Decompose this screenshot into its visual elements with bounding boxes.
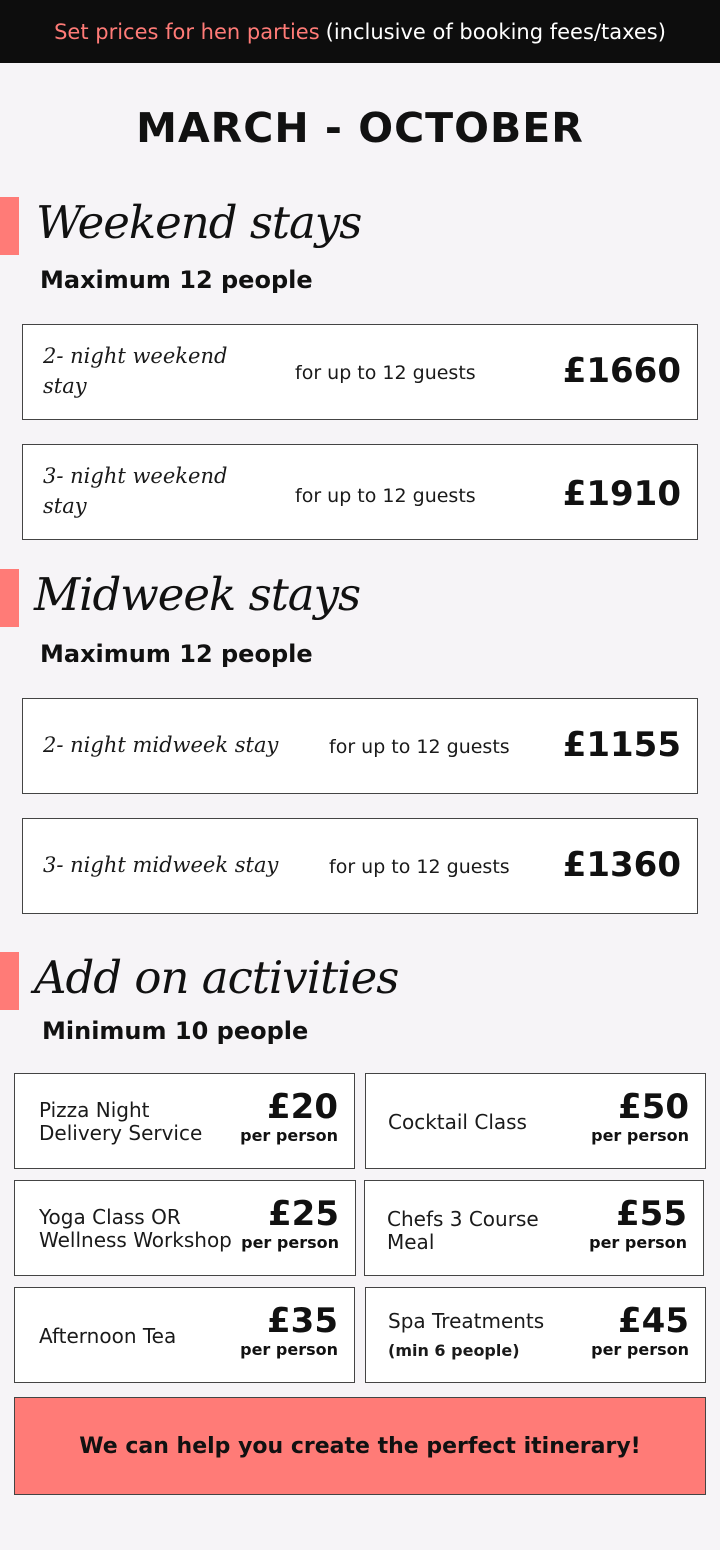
activity-afternoon-tea (14, 1287, 355, 1383)
activity-amount: £25 (268, 1194, 339, 1234)
weekend-capacity: Maximum 12 people (40, 266, 313, 294)
activity-amount: £45 (618, 1301, 689, 1341)
addons-minimum: Minimum 10 people (42, 1017, 309, 1045)
price-card-midweek-3-night (22, 818, 698, 914)
stay-guests: for up to 12 guests (329, 856, 510, 878)
activity-unit: per person (241, 1233, 339, 1252)
stay-name: 2- night weekend stay (43, 344, 228, 398)
stay-name: 3- night weekend stay (43, 464, 228, 518)
stay-name: 2- night midweek stay (43, 733, 279, 757)
activity-unit: per person (591, 1340, 689, 1359)
activity-yoga-wellness (14, 1180, 356, 1276)
price-card-midweek-2-night (22, 698, 698, 794)
activity-amount: £20 (267, 1087, 338, 1127)
activity-amount: £35 (267, 1301, 338, 1341)
activity-name: Afternoon Tea (39, 1324, 177, 1348)
activity-price (591, 1302, 689, 1360)
activity-pizza-night (14, 1073, 355, 1169)
activity-price (240, 1088, 338, 1146)
top-banner (0, 0, 720, 63)
activity-unit: per person (591, 1126, 689, 1145)
stay-name: 3- night midweek stay (43, 853, 279, 877)
activity-amount: £50 (618, 1087, 689, 1127)
section-accent-bar (0, 197, 19, 255)
activity-name: Chefs 3 Course Meal (387, 1207, 539, 1254)
activity-price (591, 1088, 689, 1146)
activity-name: Pizza Night Delivery Service (39, 1098, 203, 1145)
stay-guests: for up to 12 guests (295, 362, 476, 384)
banner-note: (inclusive of booking fees/taxes) (325, 19, 666, 44)
section-accent-bar (0, 569, 19, 627)
addons-heading: Add on activities (34, 951, 399, 1004)
activity-unit: per person (240, 1126, 338, 1145)
activity-amount: £55 (616, 1194, 687, 1234)
season-title: MARCH - OCTOBER (136, 104, 584, 152)
itinerary-cta-banner[interactable]: We can help you create the perfect itinerary! (14, 1397, 706, 1495)
activity-name: Yoga Class OR Wellness Workshop (39, 1205, 232, 1252)
activity-note: (min 6 people) (388, 1341, 520, 1360)
stay-price: £1360 (562, 845, 681, 885)
stay-guests: for up to 12 guests (295, 485, 476, 507)
price-card-weekend-2-night (22, 324, 698, 420)
stay-guests: for up to 12 guests (329, 736, 510, 758)
banner-highlight: Set prices for hen parties (54, 19, 320, 44)
activity-unit: per person (240, 1340, 338, 1359)
activity-cocktail-class (365, 1073, 706, 1169)
midweek-heading: Midweek stays (34, 568, 361, 621)
activity-price (589, 1195, 687, 1253)
activity-price (241, 1195, 339, 1253)
midweek-capacity: Maximum 12 people (40, 640, 313, 668)
activity-spa-treatments (365, 1287, 706, 1383)
activity-unit: per person (589, 1233, 687, 1252)
activity-price (240, 1302, 338, 1360)
activity-name: Cocktail Class (388, 1110, 527, 1134)
activity-name (388, 1310, 568, 1362)
weekend-heading: Weekend stays (36, 196, 362, 249)
stay-price: £1910 (562, 474, 681, 514)
stay-price: £1660 (562, 351, 681, 391)
section-accent-bar (0, 952, 19, 1010)
activity-title: Spa Treatments (388, 1309, 545, 1333)
stay-price: £1155 (562, 725, 681, 765)
price-card-weekend-3-night (22, 444, 698, 540)
activity-chefs-meal (364, 1180, 704, 1276)
